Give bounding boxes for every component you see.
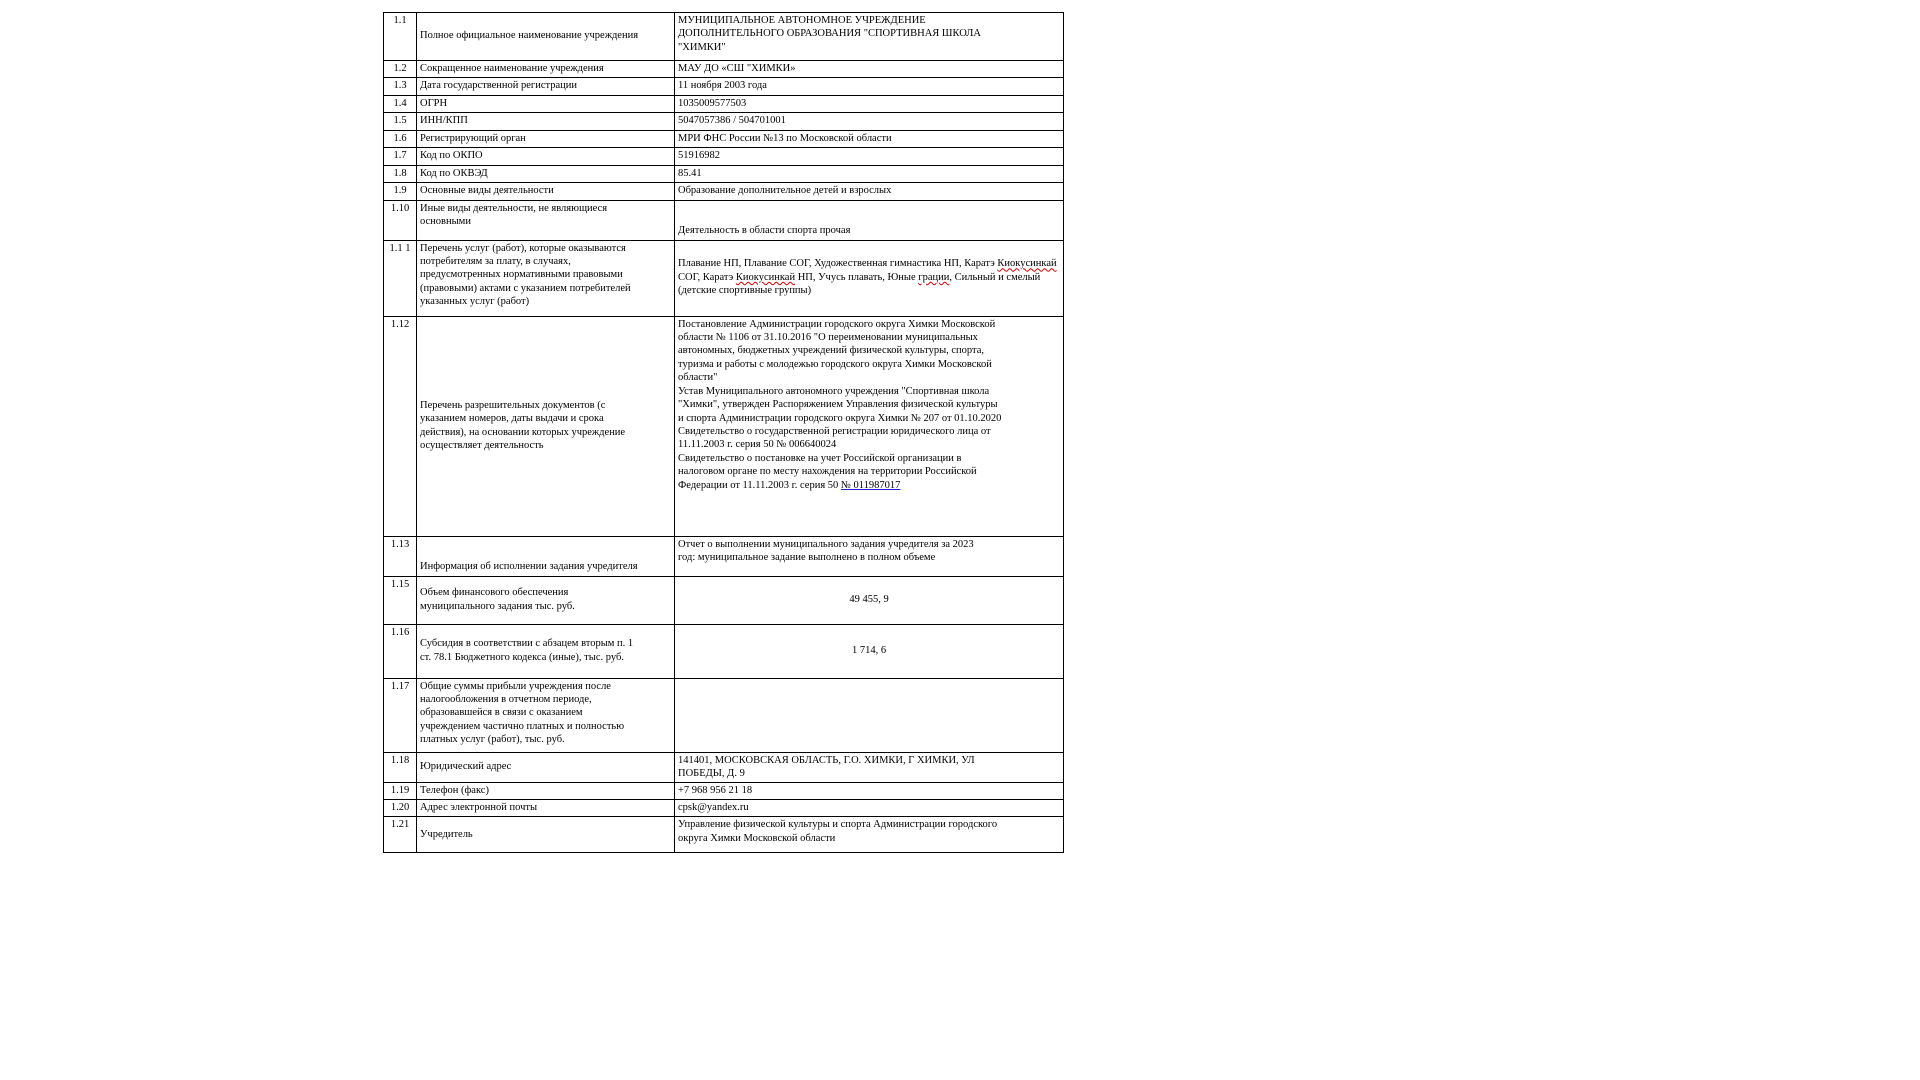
- value-line: Свидетельство о государственной регистрации юридического лица от: [678, 426, 991, 437]
- label-line: осуществляет деятельность: [420, 439, 544, 451]
- row-value: [675, 316, 1064, 536]
- row-value: 51916982: [675, 148, 1064, 165]
- label-line: налогообложения в отчетном периоде,: [420, 693, 592, 705]
- table-row: [384, 782, 1064, 799]
- service-segment: Плавание НП, Плавание СОГ, Художественная гимнастика НП, Каратэ: [678, 258, 998, 270]
- label-line: платных услуг (работ), тыс. руб.: [420, 734, 565, 746]
- service-segment: , Сильный и смелый (детские спортивные группы): [678, 271, 1041, 297]
- label-line: Субсидия в соответствии с абзацем вторым п. 1: [420, 638, 634, 650]
- value-line: и спорта Администрации городского округа Химки № 207 от 01.10.2020: [678, 412, 1002, 424]
- row-number: 1.19: [384, 782, 417, 799]
- service-segment-misspelled: грации: [918, 271, 950, 283]
- label-line: потребителям за плату, в случаях,: [420, 255, 571, 267]
- service-segment-misspelled: Киокусинкай: [735, 271, 796, 283]
- label-line: ст. 78.1 Бюджетного кодекса (иные), тыс. руб.: [420, 651, 624, 663]
- value-line: год: муниципальное задание выполнено в полном объеме: [678, 551, 936, 563]
- value-line: туризма и работы с молодежью городского округа Химки Московской: [678, 358, 992, 370]
- row-number: 1.13: [384, 536, 417, 576]
- label-clip: [420, 680, 671, 750]
- row-label: Сокращенное наименование учреждения: [417, 61, 675, 78]
- value-line: Отчет о выполнении муниципального задания учредителя за 2023: [678, 538, 974, 550]
- row-value: Образование дополнительное детей и взрослых: [675, 183, 1064, 200]
- row-value: МАУ ДО «СШ "ХИМКИ»: [675, 61, 1064, 78]
- row-number: 1.2: [384, 61, 417, 78]
- label-line: образовавшейся в связи с оказанием: [420, 707, 583, 719]
- row-label: [417, 200, 675, 240]
- row-label: Адрес электронной почты: [417, 799, 675, 816]
- row-number: 1.8: [384, 165, 417, 182]
- row-number: 1.20: [384, 799, 417, 816]
- label-line: указанием номеров, даты выдачи и срока: [420, 413, 604, 425]
- value-line: Постановление Администрации городского округа Химки Московской: [678, 318, 996, 330]
- table-row: [384, 95, 1064, 112]
- table-row: [384, 200, 1064, 240]
- row-label: [417, 624, 675, 678]
- row-value: [675, 13, 1064, 61]
- value-line: автономных, бюджетных учреждений физической культуры, спорта,: [678, 345, 985, 357]
- table-row: [384, 165, 1064, 182]
- value-line: ДОПОЛНИТЕЛЬНОГО ОБРАЗОВАНИЯ "СПОРТИВНАЯ ШКОЛА: [678, 28, 982, 40]
- row-label: [417, 240, 675, 316]
- label-line: учреждением частично платных и полностью: [420, 720, 625, 732]
- row-label: Телефон (факс): [417, 782, 675, 799]
- row-label: Основные виды деятельности: [417, 183, 675, 200]
- row-label: [417, 678, 675, 752]
- table-body: [384, 13, 1064, 853]
- row-number: 1.4: [384, 95, 417, 112]
- service-segment: СОГ, Каратэ: [678, 271, 736, 283]
- certificate-number-link[interactable]: № 011987017: [840, 479, 901, 491]
- value-line: ПОБЕДЫ, Д. 9: [678, 767, 745, 779]
- value-line: Свидетельство о постановке на учет Российской организации в: [678, 452, 962, 464]
- row-number: 1.5: [384, 113, 417, 130]
- institution-info-table-wrapper: [383, 12, 1063, 853]
- services-text: [678, 258, 1057, 296]
- row-number: 1.18: [384, 752, 417, 782]
- value-line: "ХИМКИ": [678, 41, 726, 53]
- row-value: МРИ ФНС России №13 по Московской области: [675, 130, 1064, 147]
- label-line: Общие суммы прибыли учреждения после: [420, 680, 611, 692]
- row-value: 11 ноября 2003 года: [675, 78, 1064, 95]
- label-line: Иные виды деятельности, не являющиеся: [420, 202, 608, 214]
- row-label: Юридический адрес: [417, 752, 675, 782]
- value-line: 141401, МОСКОВСКАЯ ОБЛАСТЬ, Г.О. ХИМКИ, Г ХИМКИ, УЛ: [678, 754, 975, 766]
- row-label: Код по ОКПО: [417, 148, 675, 165]
- value-line: Устав Муниципального автономного учреждения "Спортивная школа: [678, 385, 990, 397]
- table-row: [384, 799, 1064, 816]
- row-value: [675, 240, 1064, 316]
- row-value: [675, 817, 1064, 853]
- table-row: [384, 61, 1064, 78]
- row-number: 1.15: [384, 576, 417, 624]
- table-row: [384, 817, 1064, 853]
- value-line: округа Химки Московской области: [678, 832, 836, 844]
- row-number: 1.17: [384, 678, 417, 752]
- row-label: Информация об исполнении задания учредителя: [417, 536, 675, 576]
- row-number: 1.9: [384, 183, 417, 200]
- value-line: Управление физической культуры и спорта Администрации городского: [678, 819, 998, 831]
- row-value: 85.41: [675, 165, 1064, 182]
- value-line: налоговом органе по месту нахождения на территории Российской: [678, 466, 977, 478]
- table-row: [384, 13, 1064, 61]
- row-number: 1.1: [384, 13, 417, 61]
- row-label: Полное официальное наименование учреждения: [417, 13, 675, 61]
- label-line: (правовыми) актами с указанием потребителей: [420, 282, 631, 294]
- table-row: [384, 78, 1064, 95]
- row-label: Дата государственной регистрации: [417, 78, 675, 95]
- row-value: 49 455, 9: [675, 576, 1064, 624]
- value-line: области № 1106 от 31.10.2016 "О переименовании муниципальных: [678, 331, 978, 343]
- row-label: Код по ОКВЭД: [417, 165, 675, 182]
- row-value: [675, 536, 1064, 576]
- service-segment-misspelled: Киокусинкай: [997, 258, 1057, 270]
- value-line: области": [678, 372, 718, 384]
- row-label: [417, 576, 675, 624]
- table-row: [384, 113, 1064, 130]
- row-number: 1.12: [384, 316, 417, 536]
- row-number: 1.1 1: [384, 240, 417, 316]
- row-label: ОГРН: [417, 95, 675, 112]
- row-number: 1.7: [384, 148, 417, 165]
- value-line-with-link: [678, 479, 1060, 492]
- row-value: +7 968 956 21 18: [675, 782, 1064, 799]
- row-value: [675, 678, 1064, 752]
- table-row: [384, 678, 1064, 752]
- label-line: действия), на основании которых учреждение: [420, 426, 626, 438]
- service-segment: НП, Учусь плавать, Юные: [795, 271, 919, 283]
- row-label: [417, 316, 675, 536]
- table-row: [384, 183, 1064, 200]
- table-row: [384, 130, 1064, 147]
- row-number: 1.3: [384, 78, 417, 95]
- row-label: Учредитель: [417, 817, 675, 853]
- value-line: МУНИЦИПАЛЬНОЕ АВТОНОМНОЕ УЧРЕЖДЕНИЕ: [678, 15, 926, 26]
- table-row: [384, 148, 1064, 165]
- label-line: Объем финансового обеспечения: [420, 587, 569, 599]
- row-value: [675, 752, 1064, 782]
- value-line: 11.11.2003 г. серия 50 № 006640024: [678, 439, 837, 451]
- value-line: "Химки", утвержден Распоряжением Управления физической культуры: [678, 399, 998, 411]
- row-value: 5047057386 / 504701001: [675, 113, 1064, 130]
- label-line: предусмотренных нормативными правовыми: [420, 269, 623, 281]
- table-row: [384, 536, 1064, 576]
- row-value: 1035009577503: [675, 95, 1064, 112]
- label-line: основными: [420, 215, 471, 227]
- row-label: ИНН/КПП: [417, 113, 675, 130]
- label-line: указанных услуг (работ): [420, 296, 530, 308]
- label-line: муниципального задания тыс. руб.: [420, 600, 575, 612]
- row-value: 1 714, 6: [675, 624, 1064, 678]
- row-number: 1.21: [384, 817, 417, 853]
- table-row: [384, 752, 1064, 782]
- value-clip: [678, 754, 1060, 780]
- row-value: Деятельность в области спорта прочая: [675, 200, 1064, 240]
- table-row: [384, 624, 1064, 678]
- row-label: Регистрирующий орган: [417, 130, 675, 147]
- row-number: 1.16: [384, 624, 417, 678]
- institution-info-table: [383, 12, 1064, 853]
- table-row: [384, 576, 1064, 624]
- label-line: Перечень услуг (работ), которые оказываются: [420, 242, 626, 254]
- table-row: [384, 316, 1064, 536]
- row-number: 1.10: [384, 200, 417, 240]
- table-row: [384, 240, 1064, 316]
- row-value: cpsk@yandex.ru: [675, 799, 1064, 816]
- value-line-prefix: Федерации от 11.11.2003 г. серия 50: [678, 479, 841, 491]
- label-line: Перечень разрешительных документов (с: [420, 399, 606, 411]
- row-number: 1.6: [384, 130, 417, 147]
